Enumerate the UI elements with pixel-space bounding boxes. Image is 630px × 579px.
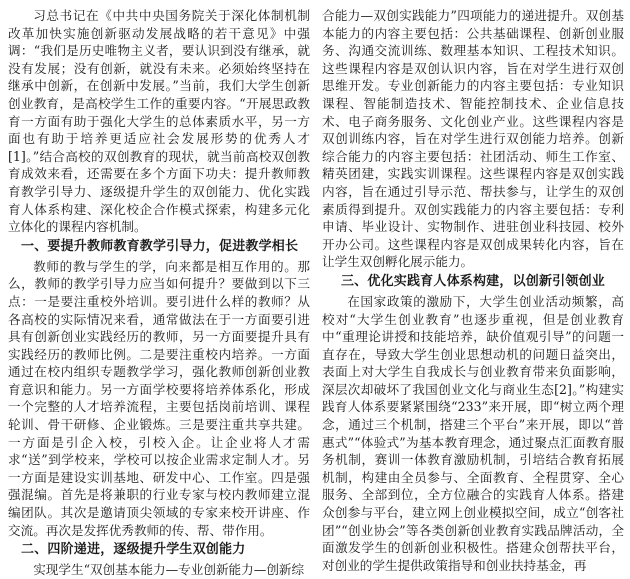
section-1-paragraph: 教师的教与学生的学，向来都是相互作用的。那么，教师的教学引导力应当如何提升？要做到以下三点：一是要注重校外培训。要引进什么样的教师？从各高校的实际情况来看，通常做法在于一方面要引进具有创新创业实践经历的教师，另一方面要提升具有实践经历的教师比例。二是要注重校内培养。一方面通过在校内组织专题教学学习，强化教师创新创业教育意识和能力。另一方面学校要将培养体系化，形成一个完整的人才培养流程，主要包括岗前培训、课程轮训、骨干研修、企业锻炼。三是要注重共享共建。一方面是引企入校，引校入企。让企业将人才需求“送”到学校来，学校可以按企业需求定制人才。另一方面是建设实训基地、研发中心、工作室。四是强强混编。首先是将兼职的行业专家与校内教师建立混编团队。其次是邀请顶尖领域的专家来校开讲座、作交流。再次是发挥优秀教师的传、帮、带作用。 xyxy=(8,258,310,538)
section-heading-1: 一、要提升教师教育教学引导力，促进教学相长 xyxy=(21,238,299,254)
intro-paragraph: 习总书记在《中共中央国务院关于深化体制机制改革加快实施创新驱动发展战略的若干意见》中强调：“我们是历史唯物主义者，要认识到没有继承，就没有发展；没有创新，就没有未来。必须始终坚持在继承中创新，在创新中发展。”当前，我们大学生创新创业教育，是高校学生工作的重要内容。“开展思政教育一方面有助于强化大学生的总体素质水平，另一方面也有助于培养更适应社会发展形势的优秀人才[1]。”结合高校的双创教育的现状，就当前高校双创教育成效来看，还需要在多个方面下功夫：提升教师教育教学引导力、逐级提升学生的双创能力、优化实践育人体系构建、深化校企合作模式探索，构建多元化立体化的课程内容机制。 xyxy=(8,8,310,235)
left-column xyxy=(8,7,310,578)
section-heading-3: 三、优化实践育人体系构建，以创新引领创业 xyxy=(340,273,605,289)
right-column xyxy=(322,7,624,573)
section-2-paragraph-start: 实现学生“双创基本能力—专业创新能力—创新综 xyxy=(33,562,305,578)
section-heading-2: 二、四阶递进，逐级提升学生双创能力 xyxy=(21,542,246,558)
section-2-paragraph-continued: 合能力—双创实践能力”四项能力的递进提升。双创基本能力的内容主要包括：公共基础课程、创新创业服务、沟通交流训练、数理基本知识、工程技术知识。这些课程内容是双创认识内容，旨在对学生进行双创思维开发。专业创新能力的内容主要包括：专业知识课程、智能制造技术、智能控制技术、企业信息技术、电子商务服务、文化创业产业。这些课程内容是双创训练内容，旨在对学生进行双创能力培养。创新综合能力的内容主要包括：社团活动、师生工作室、精英团建，实践实训课程。这些课程内容是双创实践内容，旨在通过引导示范、帮扶参与，让学生的双创素质得到提升。双创实践能力的内容主要包括：专利申请、毕业设计、实物制作、进驻创业科技园、校外开办公司。这些课程内容是双创成果转化内容，旨在让学生双创孵化展示能力。 xyxy=(322,8,624,270)
section-3-paragraph: 在国家政策的激励下，大学生创业活动频繁，高校对“大学生创业教育”也逐步重视，但是创业教育中“重理论讲授和技能培养，缺价值观引导”的问题一直存在，导致大学生创业思想动机的问题日益突出，表面上对大学生自我成长与创业教育带来负面影响，深层次却破坏了我国创业文化与商业生态[2]。”构建实践育人体系要紧紧围绕“233”来开展，即“树立两个理念，通过三个机制，搭建三个平台”来开展，即以“普惠式”“体验式”为基本教育理念，通过聚点汇面教育服务机制，赛训一体教育激励机制，引培结合教育拓展机制，构建由全员参与、全面教育、全程贯穿、全心服务、全部到位，全方位融合的实践育人体系。搭建众创参与平台，建立网上创业模拟空间，成立“创客社团”“创业协会”等各类创新创业教育实践品牌活动，全面激发学生的创新创业积极性。搭建众创帮扶平台，对创业的学生提供政策指导和创业扶持基金，再 xyxy=(322,293,624,573)
